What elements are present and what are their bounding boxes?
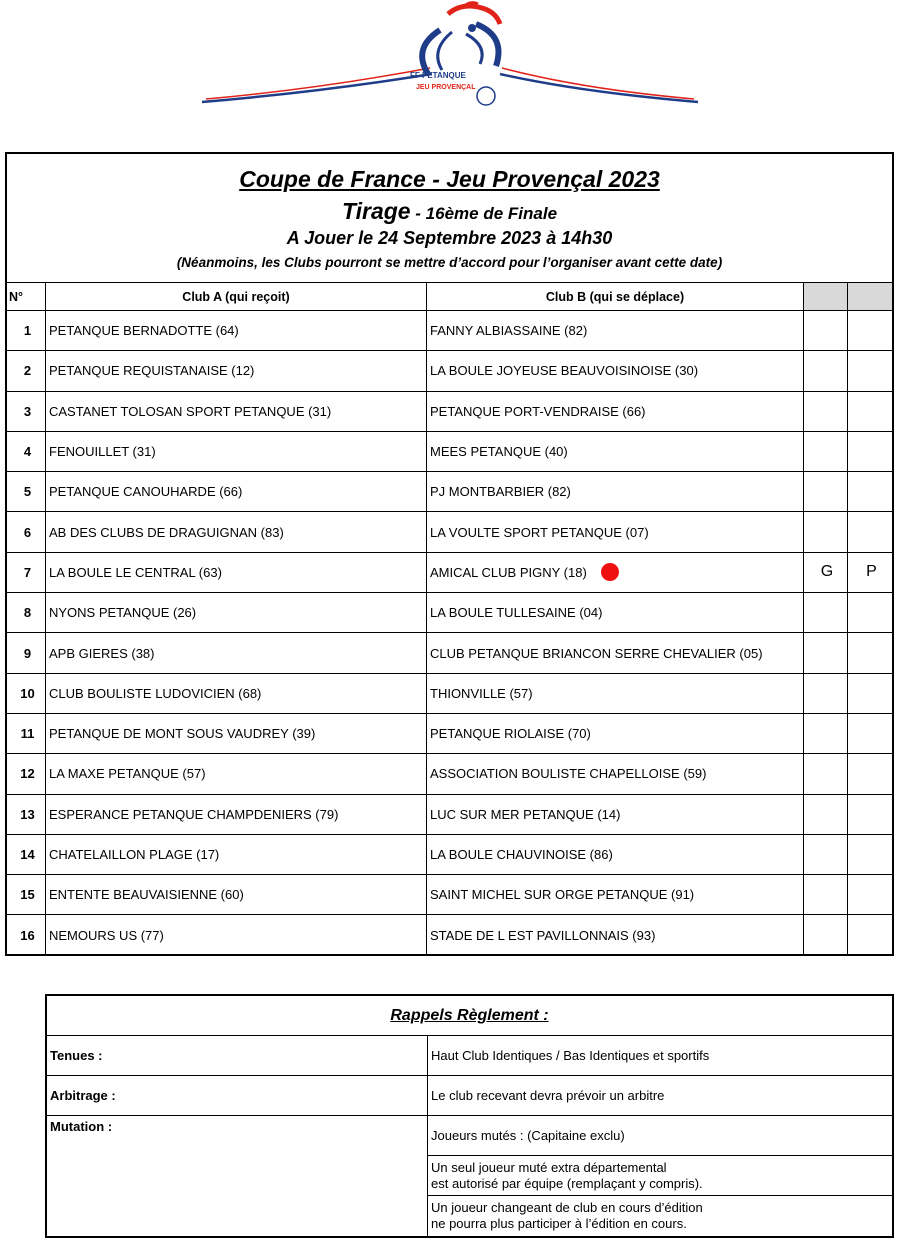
- result-p: [848, 392, 892, 432]
- result-g: [804, 915, 848, 955]
- club-b-cell: [427, 795, 804, 835]
- club-a-name: PETANQUE REQUISTANAISE (12): [46, 351, 427, 391]
- match-number: 5: [7, 472, 46, 512]
- club-b-cell: [427, 472, 804, 512]
- club-a-name: CASTANET TOLOSAN SPORT PETANQUE (31): [46, 392, 427, 432]
- club-b-name: AMICAL CLUB PIGNY (18): [430, 564, 587, 580]
- club-b-cell: [427, 392, 804, 432]
- club-b-cell: [427, 835, 804, 875]
- result-g: [804, 875, 848, 915]
- result-p: [848, 754, 892, 794]
- club-b-cell: [427, 915, 804, 955]
- result-g: [804, 795, 848, 835]
- rules-box: [45, 994, 894, 1238]
- result-p: [848, 351, 892, 391]
- result-g: [804, 472, 848, 512]
- club-a-name: LA BOULE LE CENTRAL (63): [46, 553, 427, 593]
- match-number: 8: [7, 593, 46, 633]
- rule-value-arbitrage: Le club recevant devra prévoir un arbitre: [428, 1076, 892, 1116]
- club-b-cell: [427, 432, 804, 472]
- club-b-name: ASSOCIATION BOULISTE CHAPELLOISE (59): [430, 766, 707, 782]
- club-b-name: FANNY ALBIASSAINE (82): [430, 323, 588, 339]
- draw-grid: [7, 283, 892, 956]
- match-number: 14: [7, 835, 46, 875]
- club-a-name: ENTENTE BEAUVAISIENNE (60): [46, 875, 427, 915]
- match-number: 1: [7, 311, 46, 351]
- club-b-cell: [427, 512, 804, 552]
- match-number: 11: [7, 714, 46, 754]
- club-b-name: LA BOULE JOYEUSE BEAUVOISINOISE (30): [430, 363, 699, 379]
- result-p: [848, 633, 892, 673]
- result-g: [804, 674, 848, 714]
- club-b-name: LUC SUR MER PETANQUE (14): [430, 806, 621, 822]
- club-b-cell: [427, 633, 804, 673]
- result-p: P: [848, 553, 892, 593]
- result-p: [848, 714, 892, 754]
- col-header-number: N°: [7, 283, 46, 311]
- rule-value-mutation-1: Joueurs mutés : (Capitaine exclu): [428, 1116, 892, 1156]
- club-a-name: NEMOURS US (77): [46, 915, 427, 955]
- result-p: [848, 915, 892, 955]
- draw-subtitle: [7, 198, 892, 225]
- result-g: G: [804, 553, 848, 593]
- draw-table: [5, 152, 894, 956]
- rooster-logo-icon: [200, 0, 700, 112]
- club-b-cell: [427, 351, 804, 391]
- subtitle-main: Tirage: [341, 198, 411, 224]
- col-header-club-a: Club A (qui reçoit): [46, 283, 427, 311]
- draw-header: [7, 154, 892, 283]
- club-b-name: PJ MONTBARBIER (82): [430, 484, 571, 500]
- result-g: [804, 714, 848, 754]
- logo-text-1: FF PETANQUE: [410, 71, 466, 80]
- rule-label-mutation: Mutation :: [47, 1116, 428, 1236]
- header-note: (Néanmoins, les Clubs pourront se mettre d’accord pour l’organiser avant cette date): [176, 255, 723, 270]
- match-number: 15: [7, 875, 46, 915]
- rule-label-arbitrage: Arbitrage :: [47, 1076, 428, 1116]
- result-p: [848, 512, 892, 552]
- result-p: [848, 472, 892, 512]
- rule-mutation-3a: Un joueur changeant de club en cours d’édition: [431, 1200, 703, 1215]
- result-g: [804, 311, 848, 351]
- match-number: 3: [7, 392, 46, 432]
- rules-grid: [47, 1036, 892, 1236]
- club-b-name: CLUB PETANQUE BRIANCON SERRE CHEVALIER (05): [430, 645, 763, 661]
- result-g: [804, 512, 848, 552]
- club-a-name: FENOUILLET (31): [46, 432, 427, 472]
- club-a-name: AB DES CLUBS DE DRAGUIGNAN (83): [46, 512, 427, 552]
- rule-mutation-3b: ne pourra plus participer à l’édition en cours.: [431, 1216, 687, 1231]
- club-b-cell: [427, 553, 804, 593]
- club-b-name: SAINT MICHEL SUR ORGE PETANQUE (91): [430, 887, 695, 903]
- match-number: 6: [7, 512, 46, 552]
- club-b-name: MEES PETANQUE (40): [430, 444, 568, 460]
- subtitle-round: - 16ème de Finale: [410, 204, 558, 223]
- result-p: [848, 432, 892, 472]
- club-b-cell: [427, 754, 804, 794]
- result-g: [804, 754, 848, 794]
- club-a-name: APB GIERES (38): [46, 633, 427, 673]
- club-b-name: LA BOULE TULLESAINE (04): [430, 605, 603, 621]
- match-number: 7: [7, 553, 46, 593]
- rule-value-mutation-2: [428, 1156, 892, 1196]
- result-g: [804, 432, 848, 472]
- club-b-name: PETANQUE PORT-VENDRAISE (66): [430, 403, 646, 419]
- rule-label-tenues: Tenues :: [47, 1036, 428, 1076]
- match-number: 9: [7, 633, 46, 673]
- club-b-cell: [427, 311, 804, 351]
- match-number: 12: [7, 754, 46, 794]
- rule-mutation-2a: Un seul joueur muté extra départemental: [431, 1159, 667, 1175]
- club-b-name: STADE DE L EST PAVILLONNAIS (93): [430, 928, 656, 944]
- club-a-name: ESPERANCE PETANQUE CHAMPDENIERS (79): [46, 795, 427, 835]
- result-g: [804, 835, 848, 875]
- match-number: 16: [7, 915, 46, 955]
- result-p: [848, 875, 892, 915]
- match-number: 13: [7, 795, 46, 835]
- result-p: [848, 593, 892, 633]
- club-a-name: PETANQUE BERNADOTTE (64): [46, 311, 427, 351]
- col-header-club-b: Club B (qui se déplace): [427, 283, 804, 311]
- club-b-cell: [427, 714, 804, 754]
- club-a-name: CLUB BOULISTE LUDOVICIEN (68): [46, 674, 427, 714]
- club-a-name: LA MAXE PETANQUE (57): [46, 754, 427, 794]
- match-number: 10: [7, 674, 46, 714]
- club-b-name: LA VOULTE SPORT PETANQUE (07): [430, 524, 649, 540]
- col-header-g: [804, 283, 848, 311]
- date-line: A Jouer le 24 Septembre 2023 à 14h30: [286, 228, 613, 248]
- result-p: [848, 311, 892, 351]
- federation-logo: [200, 0, 700, 112]
- page-title: Coupe de France - Jeu Provençal 2023: [239, 166, 660, 192]
- club-b-name: LA BOULE CHAUVINOISE (86): [430, 847, 613, 862]
- rule-value-tenues: Haut Club Identiques / Bas Identiques et sportifs: [428, 1036, 892, 1076]
- result-p: [848, 835, 892, 875]
- result-p: [848, 674, 892, 714]
- col-header-p: [848, 283, 892, 311]
- result-g: [804, 351, 848, 391]
- club-b-name: THIONVILLE (57): [430, 685, 533, 701]
- rules-title: Rappels Règlement :: [47, 996, 892, 1036]
- rule-value-mutation-3: [428, 1196, 892, 1236]
- club-a-name: PETANQUE DE MONT SOUS VAUDREY (39): [46, 714, 427, 754]
- club-b-cell: [427, 875, 804, 915]
- club-a-name: CHATELAILLON PLAGE (17): [46, 835, 427, 875]
- result-g: [804, 633, 848, 673]
- rule-mutation-2b: est autorisé par équipe (remplaçant y compris).: [431, 1175, 703, 1191]
- result-g: [804, 593, 848, 633]
- club-b-name: PETANQUE RIOLAISE (70): [430, 726, 591, 742]
- result-p: [848, 795, 892, 835]
- club-a-name: PETANQUE CANOUHARDE (66): [46, 472, 427, 512]
- club-a-name: NYONS PETANQUE (26): [46, 593, 427, 633]
- club-b-cell: [427, 674, 804, 714]
- logo-text-2: JEU PROVENÇAL: [416, 84, 476, 91]
- red-dot-icon: [601, 563, 619, 581]
- club-b-cell: [427, 593, 804, 633]
- match-number: 2: [7, 351, 46, 391]
- result-g: [804, 392, 848, 432]
- match-number: 4: [7, 432, 46, 472]
